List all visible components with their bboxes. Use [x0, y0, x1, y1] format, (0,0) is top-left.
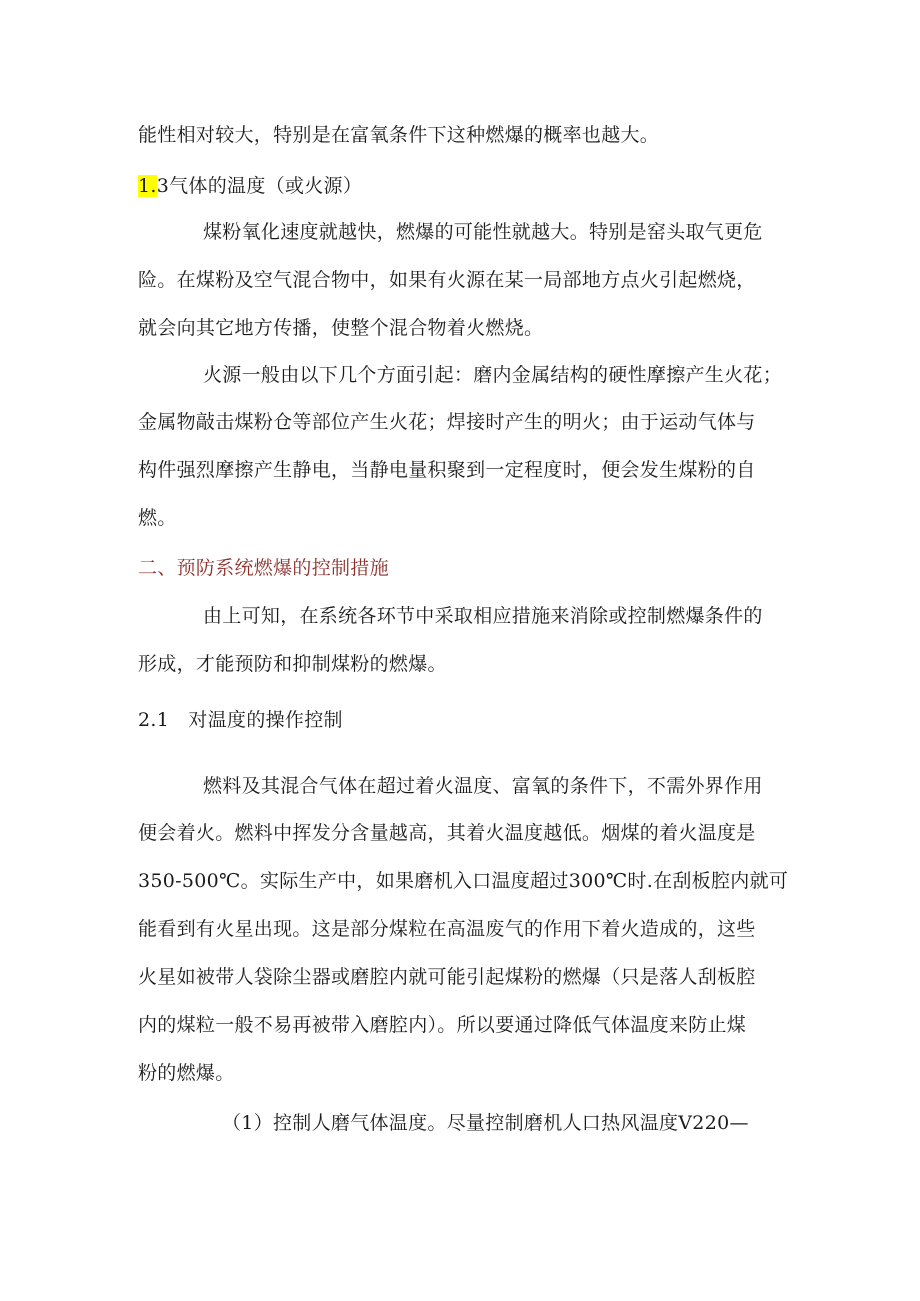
section-heading-2-1: 2.1 对温度的操作控制: [138, 709, 343, 731]
paragraph-line: 火源一般由以下几个方面引起：磨内金属结构的硬性摩擦产生火花；: [203, 364, 783, 386]
section-heading-2: 二、预防系统燃爆的控制措施: [138, 557, 389, 579]
paragraph-line: 能看到有火星出现。这是部分煤粒在高温废气的作用下着火造成的，这些: [138, 918, 756, 940]
heading-text: 3气体的温度（或火源）: [156, 175, 363, 197]
paragraph-line: 金属物敲击煤粉仓等部位产生火花；焊接时产生的明火；由于运动气体与: [138, 411, 756, 433]
paragraph-line: 由上可知，在系统各环节中采取相应措施来消除或控制燃爆条件的: [203, 605, 763, 627]
paragraph-line: 便会着火。燃料中挥发分含量越高，其着火温度越低。烟煤的着火温度是: [138, 822, 756, 844]
paragraph-line: 粉的燃爆。: [138, 1062, 235, 1084]
paragraph-line: 形成，才能预防和抑制煤粉的燃爆。: [138, 653, 447, 675]
paragraph-line: 内的煤粒一般不易再被带入磨腔内）。所以要通过降低气体温度来防止煤: [138, 1014, 747, 1036]
paragraph-line: 燃。: [138, 507, 177, 529]
paragraph-line: 煤粉氧化速度就越快，燃爆的可能性就越大。特别是窑头取气更危: [203, 221, 763, 243]
highlighted-text: 1.: [138, 175, 157, 197]
paragraph-line: 350-500℃。实际生产中，如果磨机入口温度超过300℃时.在刮板腔内就可: [138, 870, 789, 892]
paragraph-line: 就会向其它地方传播，使整个混合物着火燃烧。: [138, 317, 544, 339]
paragraph-line: （1）控制人磨气体温度。尽量控制磨机人口热风温度V220—: [222, 1112, 749, 1134]
paragraph-line: 燃料及其混合气体在超过着火温度、富氧的条件下，不需外界作用: [203, 775, 763, 797]
paragraph-line: 能性相对较大，特别是在富氧条件下这种燃爆的概率也越大。: [138, 124, 660, 146]
section-heading-1-3: [138, 174, 362, 198]
paragraph-line: 火星如被带人袋除尘器或磨腔内就可能引起煤粉的燃爆（只是落人刮板腔: [138, 966, 756, 988]
paragraph-line: 构件强烈摩擦产生静电，当静电量积聚到一定程度时，便会发生煤粉的自: [138, 459, 756, 481]
paragraph-line: 险。在煤粉及空气混合物中，如果有火源在某一局部地方点火引起燃烧，: [138, 269, 756, 291]
